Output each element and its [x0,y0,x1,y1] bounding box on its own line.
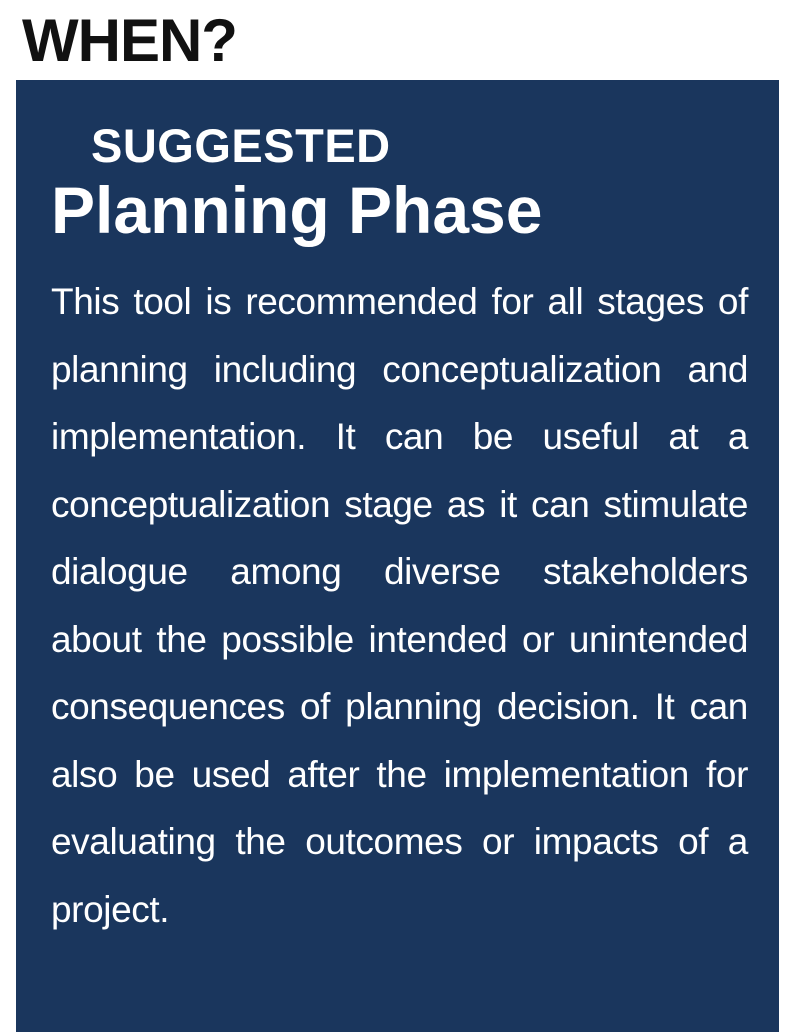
suggested-phase-panel [16,80,779,1032]
when-heading: WHEN? [22,7,237,74]
suggested-label: SUGGESTED [91,119,391,172]
planning-phase-title: Planning Phase [51,173,543,247]
phase-description: This tool is recommended for all stages of planning including conceptualization and implementation. It can be useful at a conceptualization stage as it can stimulate dialogue among diverse stakeholders about the possible intended or unintended consequences of planning decision. It can also be used after the implementation for evaluating the outcomes or impacts of a project. [51,281,748,930]
